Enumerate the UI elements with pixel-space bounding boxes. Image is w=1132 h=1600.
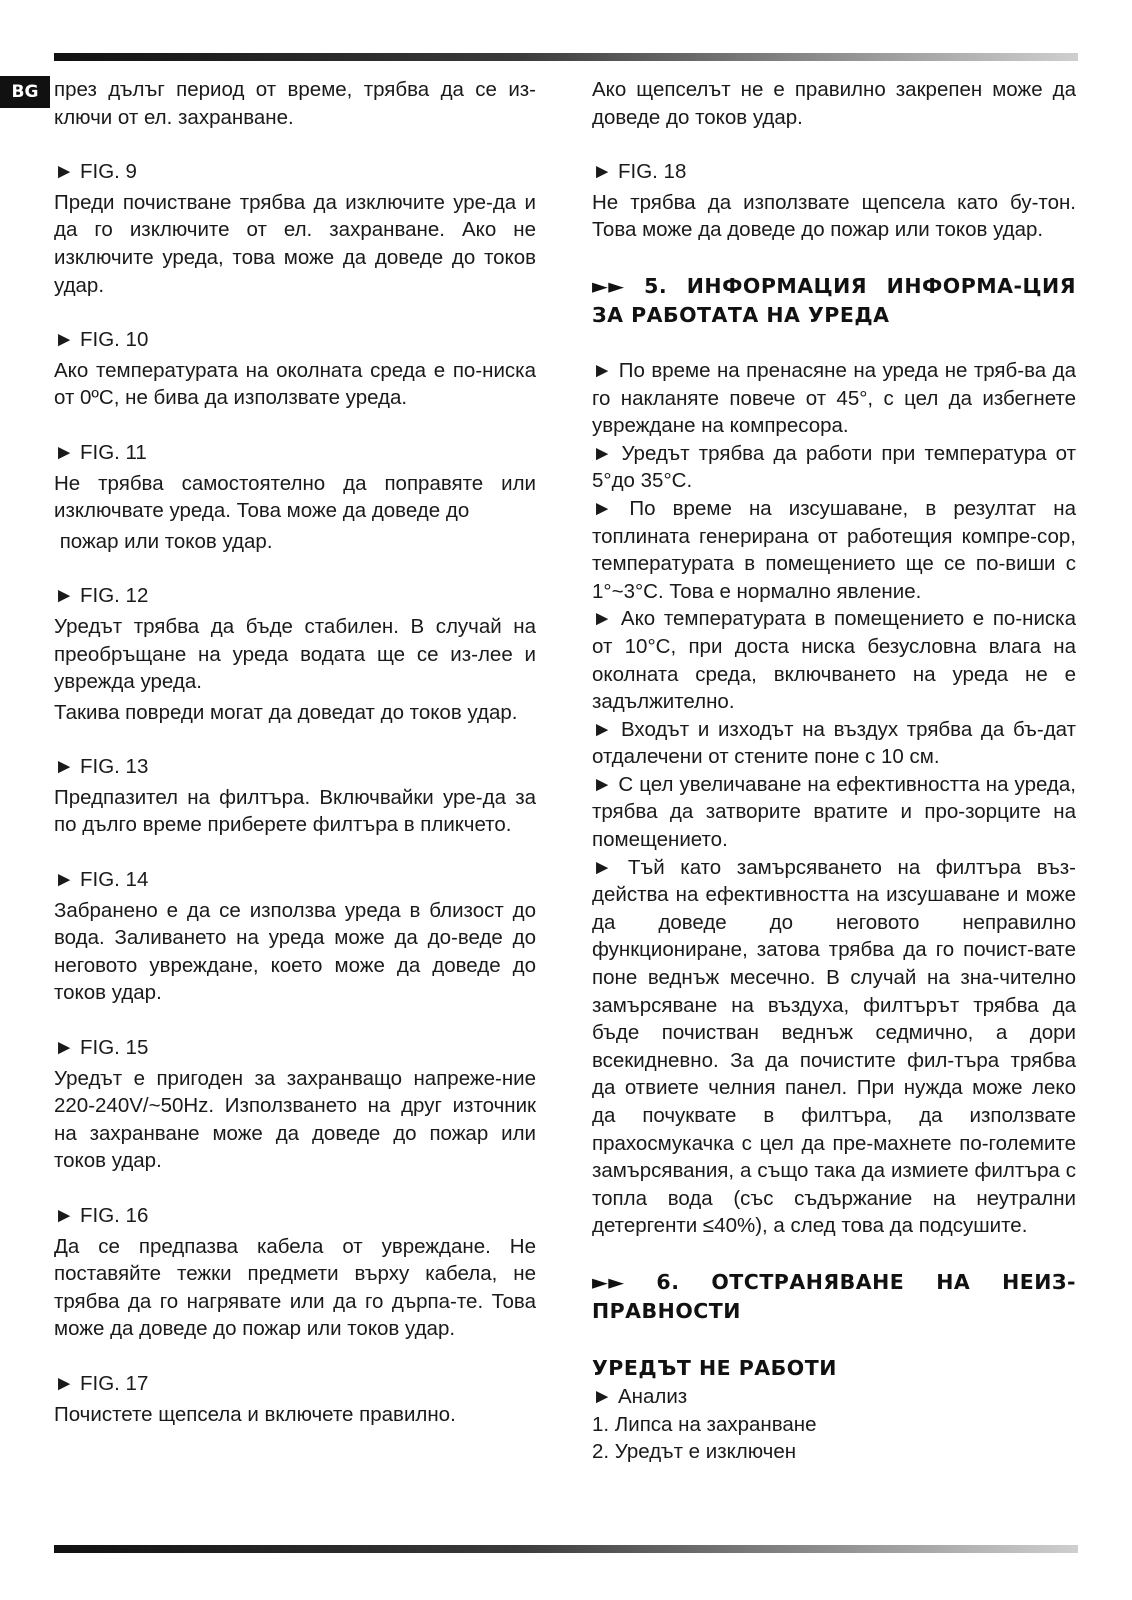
fig-12-text: Уредът трябва да бъде стабилен. В случай на преобръщане на уреда водата ще се из-лее и уврежда уреда. (54, 614, 536, 694)
fig-12-text-continued: Такива повреди могат да доведат до токов удар. (54, 700, 518, 724)
left-column (54, 76, 536, 1428)
analysis-label: ► Анализ (592, 1384, 688, 1408)
fig-9-label: ► FIG. 9 (54, 160, 137, 184)
fig-13-text: Предпазител на филтъра. Включвайки уре-да за по дълго време приберете филтъра в пликчето. (54, 785, 536, 837)
fig-16-text: Да се предпазва кабела от увреждане. Не поставяйте тежки предмети върху кабела, не трябва да го нагрявате или да го дърпа-те. Това може да доведе до пожар или токов удар. (54, 1234, 536, 1341)
fig-18-label: ► FIG. 18 (592, 160, 687, 184)
fig-11-label: ► FIG. 11 (54, 440, 147, 464)
fig-11-text-continued: пожар или токов удар. (54, 529, 273, 553)
top-rule (54, 53, 1078, 61)
fig-12-label: ► FIG. 12 (54, 584, 149, 608)
fig-15-label: ► FIG. 15 (54, 1036, 149, 1060)
subsection-heading: УРЕДЪТ НЕ РАБОТИ (592, 1355, 837, 1380)
bullet-tilt: ► По време на пренасяне на уреда не тряб-ва да го накланяте повече от 45°, с цел да избегнете увреждане на компресора. (592, 358, 1076, 438)
fig-11-text: Не трябва самостоятелно да поправяте или изключвате уреда. Това може да доведе до (54, 471, 536, 523)
fig-18-text: Не трябва да използвате щепсела като бу-тон. Това може да доведе до пожар или токов удар. (592, 190, 1076, 242)
bullet-low-temperature: ► Ако температурата в помещението е по-ниска от 10°C, при доста ниска безусловна влага на околната среда, включването на уреда не е задължително. (592, 607, 1076, 714)
language-tab: BG (0, 76, 50, 108)
fig-9-text: Преди почистване трябва да изключите уре-да и да го изключите от ел. захранване. Ако не изключите уреда, това може да доведе до токов удар. (54, 190, 536, 297)
list-item: 2. Уредът е изключен (592, 1440, 797, 1464)
fig-17-text: Почистете щепсела и включете правилно. (54, 1402, 456, 1426)
bullet-filter-cleaning: ► Тъй като замърсяването на филтъра въз-действа на ефективността на изсушаване и може да доведе до неговото неправилно функциониране, затова трябва да го почист-вате поне веднъж месечно. В случай на зна-чително замърсяване на въздуха, филтърът трябва да бъде почистван веднъж седмично, а дори всекидневно. За да почистите фил-търа трябва да отвиете челния панел. При нужда може леко да почуквате в филтъра, да използвате прахосмукачка с цел да пре-махнете по-големите замърсявания, а също така да измиете филтъра с топла вода (със съдържание на неутрални детергенти ≤40%), а след това да подсушите. (592, 855, 1076, 1238)
fig-15-text: Уредът е пригоден за захранващо напреже-ние 220-240V/~50Hz. Използването на друг източник на захранване може да доведе до пожар или токов удар. (54, 1066, 536, 1173)
right-column (592, 76, 1076, 1466)
bullet-temperature-range: ► Уредът трябва да работи при температура от 5°до 35°C. (592, 441, 1076, 493)
fig-17-label: ► FIG. 17 (54, 1371, 149, 1395)
list-item: 1. Липса на захранване (592, 1412, 817, 1436)
section-6-heading: ►► 6. ОТСТРАНЯВАНЕ НА НЕИЗ-ПРАВНОСТИ (592, 1269, 1076, 1323)
fig-13-label: ► FIG. 13 (54, 755, 149, 779)
bullet-drying-heat: ► По време на изсушаване, в резултат на топлината генерирана от работещия компре-сор, температурата в помещението ще се по-виши с 1°~3°C. Това е нормално явление. (592, 496, 1076, 603)
fig-14-label: ► FIG. 14 (54, 868, 149, 892)
paragraph: Ако щепселът не е правилно закрепен може да доведе до токов удар. (592, 78, 1076, 129)
paragraph: през дълъг период от време, трябва да се из-ключи от ел. захранване. (54, 78, 536, 129)
bottom-rule (54, 1545, 1078, 1553)
bullet-efficiency: ► С цел увеличаване на ефективността на уреда, трябва да затворите вратите и про-зорците на помещението. (592, 772, 1076, 852)
bullet-air-inlet: ► Входът и изходът на въздух трябва да бъ-дат отдалечени от стените поне с 10 см. (592, 717, 1076, 769)
fig-16-label: ► FIG. 16 (54, 1204, 149, 1227)
fig-10-text: Ако температурата на околната среда е по-ниска от 0ºC, не бива да използвате уреда. (54, 358, 536, 410)
fig-14-text: Забранено е да се използва уреда в близост до вода. Заливането на уреда може да до-веде до неговото увреждане, което може да доведе до токов удар. (54, 898, 536, 1005)
section-5-heading: ►► 5. ИНФОРМАЦИЯ ИНФОРМА-ЦИЯ ЗА РАБОТАТА НА УРЕДА (592, 273, 1076, 327)
fig-10-label: ► FIG. 10 (54, 328, 149, 352)
